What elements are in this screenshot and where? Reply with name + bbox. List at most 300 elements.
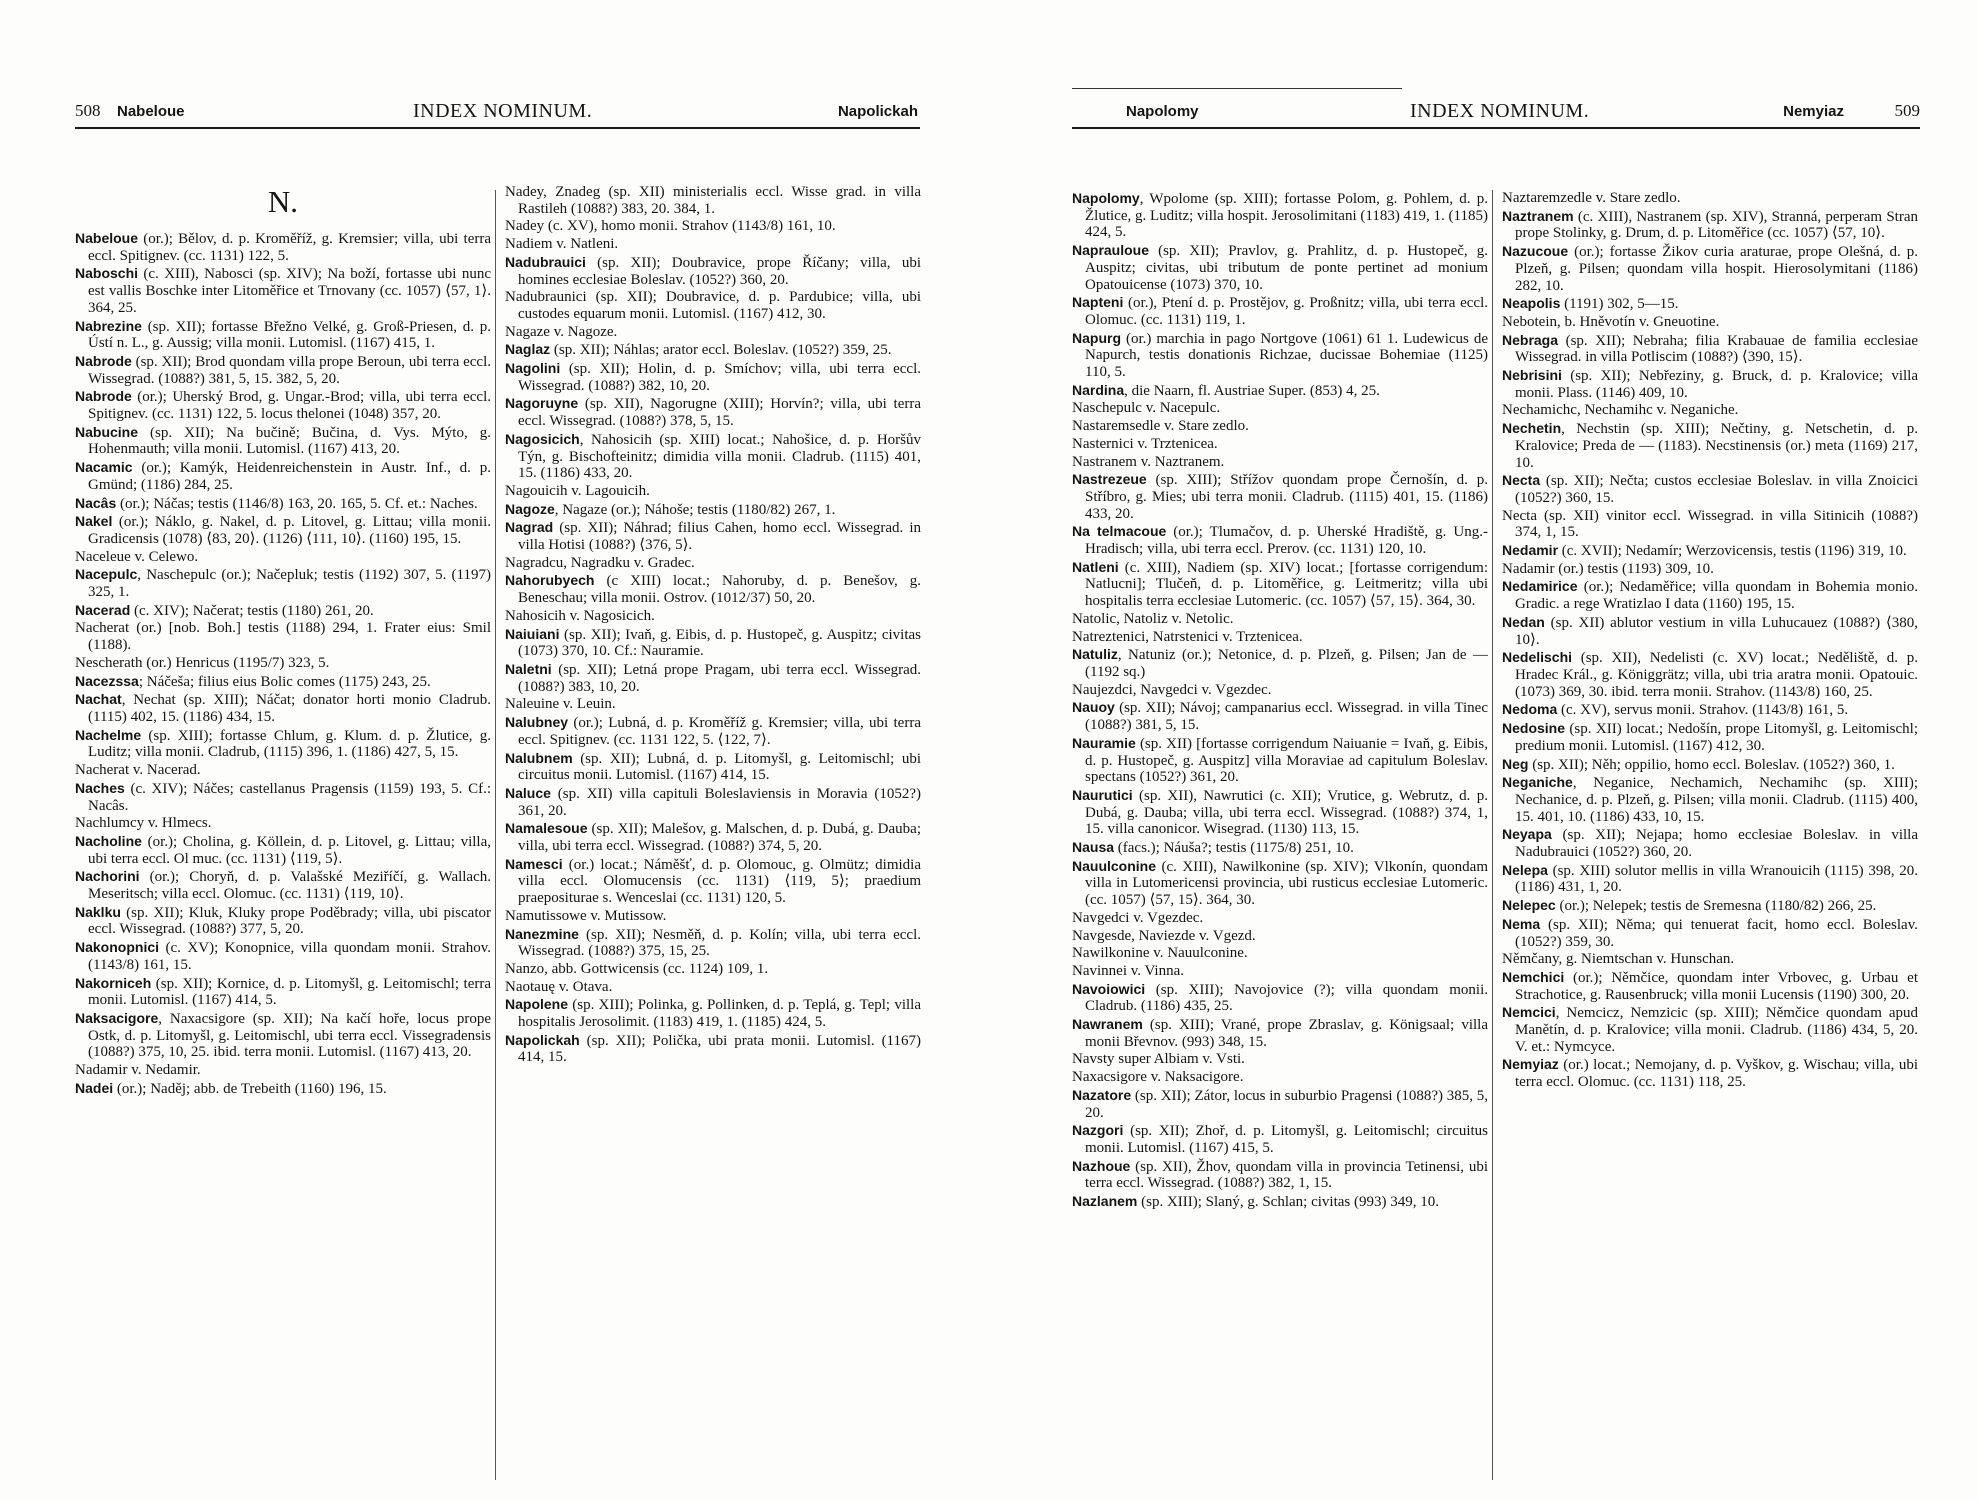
index-entry [1072, 945, 1488, 962]
index-entry [505, 555, 921, 572]
entry-headword: Neg [1502, 755, 1529, 772]
index-entry [505, 501, 921, 519]
entry-headword: Naches [75, 779, 125, 796]
index-entry [1502, 969, 1918, 1003]
index-entry [505, 608, 921, 625]
entry-text: (sp. XII); Polička, ubi prata monii. Lutomisl. (1167) 414, 15. [518, 1032, 921, 1066]
header-title: INDEX NOMINUM. [1410, 100, 1590, 122]
entry-headword: Neapolis [1502, 295, 1561, 312]
entry-text: (sp. XIII); Polinka, g. Pollinken, d. p. Teplá, g. Tepl; villa hospitalis Jerosolimit. (1183) 419, 1. (1185) 424, 5. [518, 997, 921, 1031]
index-entry [505, 341, 921, 359]
entry-headword: Naglaz [505, 341, 551, 358]
entry-headword: Nedan [1502, 613, 1545, 630]
index-entry [1072, 242, 1488, 293]
page-number: 509 [1894, 101, 1920, 120]
entry-text: (sp. XII); Náhlas; arator eccl. Boleslav. (1052?) 359, 25. [550, 342, 892, 359]
index-entry [1072, 400, 1488, 417]
entry-text: (or.) marchia in pago Nortgove (1061) 61 1. Ludewicus de Napurch, testis donationis Richzae, ducissae Bohemiae (1125) 110, 5. [1085, 330, 1488, 381]
index-entry [1072, 981, 1488, 1015]
entry-headword: Nemchici [1502, 968, 1565, 985]
entry-headword: Nelepec [1502, 897, 1556, 914]
entry-headword: Napurg [1072, 329, 1121, 346]
entry-text: (sp. XII); Ivaň, g. Eibis, d. p. Hustopeč, g. Auspitz; civitas (1073) 370, 10. Cf.: Nauramie. [518, 626, 921, 660]
index-entry [1502, 508, 1918, 541]
entry-headword: Nachelme [75, 726, 142, 743]
entry-text: (1191) 302, 5—15. [1560, 296, 1679, 313]
entry-headword: Nakonopnici [75, 939, 160, 956]
entry-text: (or.); Lubná, d. p. Kroměříž g. Kremsier; villa, ubi terra eccl. Spitignev. (cc. 1131 122, 5. ⟨122, 7⟩. [518, 715, 921, 748]
entry-text: Nadiem v. Natleni. [505, 236, 619, 253]
entry-text: (sp. XIII); Navojovice (?); villa quondam monii. Cladrub. (1186) 435, 25. [1085, 981, 1488, 1015]
entry-headword: Nedoma [1502, 701, 1558, 718]
entry-text: (sp. XII); Nejapa; homo ecclesiae Boleslav. in villa Nadubrauici (1052?) 360, 20. [1515, 827, 1918, 861]
entry-text: Naztaremzedle v. Stare zedlo. [1502, 190, 1681, 206]
entry-headword: Naluce [505, 784, 551, 801]
entry-text: (or.); Němčice, quondam inter Vrbovec, g. Urbau et Strachotice, g. Rausenbruck; villa monii Lucensis (1190) 300, 20. [1515, 969, 1918, 1003]
entry-text: , Nahosicih (sp. XIII) locat.; Nahošice, d. p. Horšův Týn, g. Bischofteinitz; dimidia villa monii. Cladrub. (1115) 401, 15. (1186) 433, 20. [518, 431, 921, 482]
entry-headword: Nakorniceh [75, 974, 152, 991]
index-entry [1072, 382, 1488, 400]
index-entry [1072, 1087, 1488, 1121]
index-entry [1502, 614, 1918, 648]
index-entry [1502, 367, 1918, 401]
entry-text: (or.); Tlumačov, d. p. Uherské Hradiště, g. Ung.-Hradisch; villa, ubi terra eccl. Prerov. (cc. 1131) 120, 10. [1085, 524, 1488, 558]
entry-headword: Nastrezeue [1072, 471, 1147, 488]
index-entry [1072, 735, 1488, 786]
entry-headword: Nakel [75, 513, 113, 530]
entry-text: Nastranem v. Naztranem. [1072, 453, 1225, 470]
index-entry [505, 254, 921, 288]
entry-text: (c. XV); Konopnice, villa quondam monii. Strahov. (1143/8) 161, 15. [88, 940, 491, 973]
entry-text: Nebotein, b. Hněvotín v. Gneuotine. [1502, 313, 1720, 330]
entry-text: (sp. XII); Nečta; custos ecclesiae Boleslav. in villa Znoicici (1052?) 360, 15. [1515, 473, 1918, 506]
entry-text: Nagradcu, Nagradku v. Gradec. [505, 554, 695, 571]
entry-text: (or.), Ptení d. p. Prostějov, g. Proßnitz; villa, ubi terra eccl. Olomuc. (cc. 1131) 119, 1. [1085, 295, 1488, 328]
index-entry [1072, 682, 1488, 699]
entry-text: (sp. XII); Doubravice, prope Říčany; villa, ubi homines ecclesiae Boleslav. (1052?) 360, 20. [518, 254, 921, 288]
index-entry [1072, 1069, 1488, 1086]
entry-text: , die Naarn, fl. Austriae Super. (853) 4, 25. [1124, 382, 1380, 399]
header-left-keyword: Napolomy [1126, 103, 1199, 120]
entry-text: (or.) locat.; Nemojany, d. p. Vyškov, g. Wischau; villa, ubi terra eccl. Olomuc. (cc. 1131) 118, 25. [1515, 1057, 1918, 1091]
index-entry [75, 459, 491, 493]
entry-headword: Nagosicich [505, 430, 580, 447]
entry-text: Natolic, Natoliz v. Netolic. [1072, 610, 1234, 627]
page-header [1072, 98, 1920, 124]
index-entry [75, 673, 491, 691]
entry-text: Nadey, Znadeg (sp. XII) ministerialis eccl. Wisse grad. in villa Rastileh (1088?) 383, 20. 384, 1. [505, 184, 921, 217]
entry-text: (or.); Uherský Brod, g. Ungar.-Brod; villa, ubi terra eccl. Spitignev. (cc. 1131) 122, 5. locus thelonei (1048) 357, 20. [88, 389, 491, 423]
entry-headword: Nardina [1072, 381, 1125, 398]
entry-text: , Wpolome (sp. XIII); fortasse Polom, g. Pohlem, d. p. Žlutice, g. Luditz; villa hospit. Jerosolimitani (1183) 419, 1. (1185) 424, 5. [1085, 191, 1488, 241]
entry-text: Nadubraunici (sp. XII); Doubravice, d. p. Pardubice; villa, ubi custodes equarum monii. Lutomisl. (1167) 412, 30. [505, 289, 921, 322]
header-left-keyword: Nabeloue [117, 103, 185, 120]
entry-text: Navgesde, Naviezde v. Vgezd. [1072, 927, 1256, 944]
index-entry [75, 549, 491, 566]
entry-text: (sp. XII); Návoj; campanarius eccl. Wissegrad. in villa Tinec (1088?) 381, 5, 15. [1085, 700, 1488, 734]
entry-headword: Namalesoue [505, 820, 588, 837]
entry-text: Nawilkonine v. Nauulconine. [1072, 945, 1248, 962]
index-entry [505, 820, 921, 854]
entry-headword: Naklku [75, 903, 121, 920]
column-divider [495, 190, 496, 1480]
entry-headword: Namesci [505, 855, 563, 872]
entry-headword: Nemcici [1502, 1004, 1556, 1021]
entry-text: (sp. XIII); Slaný, g. Schlan; civitas (993) 349, 10. [1137, 1194, 1439, 1211]
index-entry [505, 750, 921, 784]
entry-text: (c. XIII), Nawilkonine (sp. XIV); Vlkonín, quondam villa in Lutomericensi provincia, ubi rusticus ecclesiae Lutomeric. (cc. 1057) ⟨57, 15⟩. 364, 30. [1085, 858, 1488, 909]
entry-text: Nadamir v. Nedamir. [75, 1062, 201, 1079]
index-entry [1502, 314, 1918, 331]
entry-headword: Napteni [1072, 294, 1124, 311]
entry-text: Naceleue v. Celewo. [75, 548, 199, 565]
index-entry [505, 218, 921, 235]
entry-text: , Nemcicz, Nemzicic (sp. XIII); Němčice quondam apud Manětín, d. p. Kralovice; villa monii. Cladrub. (1186) 434, 5, 20. V. et.: Nymcyce. [1515, 1005, 1918, 1055]
entry-text: Němčany, g. Niemtschan v. Hunschan. [1502, 951, 1735, 968]
index-entry [505, 979, 921, 996]
entry-headword: Nagoruyne [505, 395, 579, 412]
entry-text: (or.); Náklo, g. Nakel, d. p. Litovel, g. Littau; villa monii. Gradicensis (1078) ⟨83, 20⟩. (1126) ⟨111, 10⟩. (1160) 195, 15. [88, 514, 491, 547]
index-entry [505, 996, 921, 1030]
index-entry [75, 1010, 491, 1061]
index-entry [505, 785, 921, 819]
entry-text: (sp. XII); Brod quondam villa prope Beroun, ubi terra eccl. Wissegrad. (1088?) 381, 5, 15. 382, 5, 20. [88, 353, 491, 387]
index-entry [1502, 1056, 1918, 1090]
index-entry [1072, 611, 1488, 628]
entry-text: (or.); Kamýk, Heidenreichenstein in Austr. Inf., d. p. Gmünd; (1186) 284, 25. [88, 460, 491, 493]
entry-text: (sp. XIII); Vrané, prope Zbraslav, g. Königsaal; villa monii Břevnov. (993) 348, 15. [1085, 1017, 1488, 1050]
index-entry [1502, 774, 1918, 825]
index-entry [505, 184, 921, 217]
entry-headword: Nawranem [1072, 1016, 1143, 1033]
index-entry [75, 780, 491, 814]
entry-text: Navinnei v. Vinna. [1072, 962, 1184, 979]
header-right-keyword: Nemyiaz [1783, 103, 1844, 120]
index-entry [505, 714, 921, 748]
index-entry [1072, 787, 1488, 838]
entry-text: , Naxacsigore (sp. XII); Na kačí hoře, locus prope Ostk, d. p. Litomyšl, g. Leitomischl, ubi terra eccl. Vissegradensis (1088?) 375, 10, 25. ibid. terra monii. Lutomisl. (1167) 413, 20. [88, 1010, 491, 1061]
index-entry [75, 1080, 491, 1098]
index-entry [1072, 1016, 1488, 1050]
index-entry [505, 360, 921, 394]
index-entry [75, 833, 491, 867]
entry-headword: Nebrisini [1502, 367, 1562, 384]
entry-headword: Nabrode [75, 352, 132, 369]
entry-text: (or.); Bělov, d. p. Kroměříž, g. Kremsier; villa, ubi terra eccl. Spitignev. (cc. 1131) 122, 5. [88, 231, 491, 264]
entry-text: , Nagaze (or.); Náhoše; testis (1180/82) 267, 1. [554, 501, 836, 518]
entry-headword: Napolickah [505, 1031, 580, 1048]
entry-headword: Natleni [1072, 558, 1119, 575]
entry-text: (c. XIV); Náčes; castellanus Pragensis (1159) 193, 5. Cf.: Nacâs. [88, 780, 491, 814]
index-entry [505, 519, 921, 553]
entry-text: Navgedci v. Vgezdec. [1072, 909, 1204, 926]
entry-headword: Naztranem [1502, 207, 1574, 224]
entry-text: (sp. XIII); Střížov quondam prope Černošín, d. p. Stříbro, g. Mies; ubi terra monii. Cladrub. (1115) 401, 15. (1186) 433, 20. [1085, 472, 1488, 522]
index-entry [75, 424, 491, 458]
index-entry [1502, 578, 1918, 612]
entry-text: Naleuine v. Leuin. [505, 696, 616, 713]
entry-headword: Nauramie [1072, 734, 1136, 751]
entry-text: (sp. XII); Lubná, d. p. Litomyšl, g. Leitomischl; ubi circuitus monii. Lutomisl. (1167) 414, 15. [518, 750, 921, 784]
index-entry [1072, 1193, 1488, 1211]
entry-text: (sp. XII); Nesměň, d. p. Kolín; villa, ubi terra eccl. Wissegrad. (1088?) 375, 15, 25. [518, 926, 921, 960]
entry-text: , Neganice, Nechamich, Nechamihc (sp. XIII); Nechanice, d. p. Plzeň, g. Pilsen; villa monii. Cladrub. (1115) 400, 15. 401, 10. (1186) 433, 10, 15. [1515, 775, 1918, 825]
index-entry [1072, 699, 1488, 733]
index-entry [1072, 1158, 1488, 1192]
entry-text: (sp. XII); Němа; qui tenuerat facit, homo eccl. Boleslav. (1052?) 359, 30. [1515, 916, 1918, 950]
entry-text: Nanzo, abb. Gottwicensis (cc. 1124) 109, 1. [505, 960, 769, 977]
index-entry [505, 856, 921, 907]
entry-text: Nasternici v. Trztenicea. [1072, 435, 1218, 452]
entry-text: (sp. XII); Kluk, Kluky prope Poděbrady; villa, ubi piscator eccl. Wissegrad. (1088?) 377, 5, 20. [88, 904, 491, 938]
entry-text: (sp. XIII) solutor mellis in villa Wranouicih (1115) 398, 20. (1186) 431, 1, 20. [1515, 862, 1918, 896]
entry-text: ; Náčeša; filius eius Bolic comes (1175) 243, 25. [138, 673, 431, 690]
index-entry [75, 655, 491, 672]
entry-text: , Natuniz (or.); Netonice, d. p. Plzeň, g. Pilsen; Jan de — (1192 sq.) [1085, 647, 1488, 680]
index-entry [75, 230, 491, 264]
index-entry [1072, 629, 1488, 646]
entry-headword: Neyapa [1502, 826, 1552, 843]
entry-headword: Nadei [75, 1079, 114, 1096]
index-entry [1072, 330, 1488, 381]
index-entry [75, 513, 491, 547]
column-right [505, 184, 921, 1474]
left-page [75, 0, 920, 1500]
entry-headword: Nausa [1072, 839, 1115, 856]
entry-text: (sp. XII), Žhov, quondam villa in provincia Tetinensi, ubi terra eccl. Wissegrad. (1088?) 382, 1, 15. [1085, 1158, 1488, 1192]
entry-text: Nadamir (or.) testis (1193) 309, 10. [1502, 560, 1714, 577]
header-rule [1072, 127, 1920, 129]
entry-headword: Nauulconine [1072, 857, 1157, 874]
entry-text: Navsty super Albiam v. Vsti. [1072, 1051, 1245, 1068]
entry-text: Naschepulc v. Nacepulc. [1072, 400, 1221, 417]
entry-text: (or.); Nelepek; testis de Sremesna (1180/82) 266, 25. [1555, 898, 1877, 915]
entry-headword: Naiuiani [505, 625, 560, 642]
page-number: 508 [75, 101, 101, 120]
entry-text: (sp. XII); Letná prope Pragam, ubi terra eccl. Wissegrad. (1088?) 383, 10, 20. [518, 661, 921, 695]
entry-text: (or.); Cholina, g. Köllein, d. p. Litovel, g. Littau; villa, ubi terra eccl. Ol muc. (cc. 1131) ⟨119, 5⟩. [88, 833, 491, 867]
index-entry [75, 904, 491, 938]
index-entry [1072, 436, 1488, 453]
right-page [1072, 0, 1920, 1500]
index-entry [505, 236, 921, 253]
entry-headword: Nelepa [1502, 861, 1548, 878]
entry-text: (sp. XII) locat.; Nedošín, prope Litomyšl, g. Leitomischl; predium monii. Lutomisl. (1167) 412, 30. [1515, 721, 1918, 754]
entry-headword: Naurutici [1072, 786, 1133, 803]
index-entry [505, 961, 921, 978]
column-right [1502, 190, 1918, 1480]
entry-text: (c. XV), servus monii. Strahov. (1143/8) 161, 5. [1557, 702, 1849, 719]
index-entry [1502, 402, 1918, 419]
entry-headword: Naprauloue [1072, 242, 1150, 259]
index-entry [1502, 472, 1918, 506]
entry-text: Naxacsigore v. Naksacigore. [1072, 1069, 1244, 1086]
index-entry [75, 353, 491, 387]
entry-text: (c. XVII); Nedamír; Werzovicensis, testis (1196) 319, 10. [1558, 543, 1907, 560]
entry-text: Nechamichc, Nechamihc v. Neganiche. [1502, 402, 1739, 419]
entry-text: (sp. XII); fortasse Břežno Velké, g. Groß-Priesen, d. p. Ústí n. L., g. Aussig; villa monii. Lutomisl. (1167) 415, 1. [88, 318, 491, 352]
entry-text: , Naschepulc (or.); Načepluk; testis (1192) 307, 5. (1197) 325, 1. [88, 567, 491, 601]
column-left [75, 184, 491, 1474]
entry-headword: Nechetin [1502, 420, 1562, 437]
entry-text: (or.); Naděj; abb. de Trebeith (1160) 196, 15. [113, 1080, 387, 1097]
entry-text: (c. XIV); Načerat; testis (1180) 261, 20. [130, 602, 374, 619]
section-letter: N. [267, 184, 299, 219]
page-header [75, 98, 920, 124]
index-entry [505, 661, 921, 695]
entry-headword: Necta [1502, 472, 1541, 489]
index-entry [1502, 649, 1918, 700]
entry-headword: Naboschi [75, 265, 139, 282]
index-entry [505, 626, 921, 660]
index-entry [75, 975, 491, 1009]
entry-text: (sp. XII); Kornice, d. p. Litomyšl, g. Leitomischl; terra monii. Lutomisl. (1167) 414, 5. [88, 975, 491, 1009]
header-right-keyword: Napolickah [837, 103, 918, 120]
entry-text: (facs.); Náuša?; testis (1175/8) 251, 10. [1114, 840, 1354, 857]
index-entry [1072, 910, 1488, 927]
index-entry [1072, 963, 1488, 980]
index-entry [1072, 839, 1488, 857]
entry-text: (sp. XII), Nawrutici (c. XII); Vrutice, g. Webrutz, d. p. Dubá, g. Dauba; villa, ubi terra eccl. Wissegrad. (1088?) 374, 1, 15. villa canonicor. Wisegrad. (1130) 113, 15. [1085, 787, 1488, 838]
entry-text: (sp. XII); Nebraha; filia Krabauae de familia ecclesiae Wissegrad. in villa Potliscim (1088?) ⟨390, 15⟩. [1515, 332, 1918, 366]
entry-headword: Nazucoue [1502, 243, 1569, 260]
entry-headword: Navoiowici [1072, 980, 1146, 997]
entry-headword: Nabeloue [75, 230, 139, 246]
index-entry [75, 691, 491, 725]
entry-headword: Napolene [505, 996, 569, 1013]
entry-headword: Nedosine [1502, 720, 1566, 737]
entry-headword: Natuliz [1072, 646, 1118, 663]
index-entry [1502, 561, 1918, 578]
entry-text: (sp. XII); Na bučině; Bučina, d. Vys. Mýto, g. Hohenmauth; villa monii. Lutomisl. (1167) 413, 20. [88, 424, 491, 458]
index-entry [1502, 897, 1918, 915]
entry-headword: Nachorini [75, 868, 140, 885]
entry-text: (c. XIII), Nadiem (sp. XIV) locat.; [fortasse corrigendum: Natlucni]; Tlučeň, d. p. Litoměřice, g. Leitmeritz; villa ubi hospitalis terra ecclesiae Lutomeric. (cc. 1057) ⟨57, 15⟩. 364, 30. [1085, 559, 1488, 610]
header-rule [75, 127, 920, 129]
entry-text: , Nechat (sp. XIII); Náčat; donator horti monio Cladrub. (1115) 402, 15. (1186) 434, 15. [88, 692, 491, 725]
index-entry [1072, 559, 1488, 610]
entry-text: (sp. XII) ablutor vestium in villa Luhucauez (1088?) ⟨380, 10⟩. [1515, 614, 1918, 648]
entry-text: Naotauę v. Otava. [505, 978, 613, 995]
entry-headword: Nebraga [1502, 331, 1559, 348]
entry-text: Natreztenici, Natrstenici v. Trztenicea. [1072, 628, 1303, 645]
entry-headword: Nalubney [505, 714, 569, 731]
entry-text: Nachlumcy v. Hlmecs. [75, 815, 212, 832]
index-entry [75, 762, 491, 779]
entry-text: Necta (sp. XII) vinitor eccl. Wissegrad. in villa Sitinicih (1088?) 374, 1, 15. [1502, 507, 1918, 541]
entry-headword: Nauoy [1072, 699, 1115, 716]
index-entry [1072, 418, 1488, 435]
entry-headword: Nabrode [75, 388, 132, 405]
entry-headword: Nagolini [505, 360, 561, 377]
index-entry [1502, 916, 1918, 950]
entry-text: Nacherat v. Nacerad. [75, 762, 201, 779]
index-entry [505, 483, 921, 500]
index-entry [1502, 826, 1918, 860]
entry-text: (or.); Náčas; testis (1146/8) 163, 20. 165, 5. Cf. et.: Naches. [116, 495, 478, 512]
index-entry [75, 620, 491, 653]
entry-text: Nastaremsedle v. Stare zedlo. [1072, 418, 1249, 435]
entry-headword: Napolomy [1072, 190, 1140, 206]
index-entry [1502, 720, 1918, 754]
index-entry [1502, 243, 1918, 294]
entry-headword: Nedelischi [1502, 649, 1573, 666]
index-entry [1072, 1051, 1488, 1068]
entry-headword: Nacezssa [75, 672, 139, 689]
entry-text: Nescherath (or.) Henricus (1195/7) 323, 5. [75, 654, 330, 671]
entry-headword: Nabrezine [75, 317, 142, 334]
entry-text: (sp. XII); Zátor, locus in suburbio Pragensi (1088?) 385, 5, 20. [1085, 1087, 1488, 1121]
entry-text: , Nechstin (sp. XIII); Nečtiny, g. Netschetin, d. p. Kralovice; Preda de — (1183). Necstinensis (or.) meta (1169) 217, 10. [1515, 421, 1918, 471]
entry-text: (sp. XII); Něh; oppilio, homo eccl. Boleslav. (1052?) 360, 1. [1528, 756, 1895, 773]
index-entry [505, 395, 921, 429]
entry-headword: Nagoze [505, 500, 555, 517]
index-entry [1072, 471, 1488, 522]
entry-headword: Nazlanem [1072, 1193, 1138, 1210]
index-entry [1072, 523, 1488, 557]
index-entry [75, 318, 491, 352]
index-entry [1072, 1122, 1488, 1156]
entry-headword: Nachat [75, 691, 122, 708]
index-entry [505, 431, 921, 482]
entry-headword: Nacamic [75, 459, 133, 476]
entry-headword: Naksacigore [75, 1009, 159, 1026]
entry-headword: Nacholine [75, 832, 142, 849]
index-entry [75, 566, 491, 600]
index-entry [1502, 190, 1918, 207]
index-entry [75, 868, 491, 902]
entry-text: (c XIII) locat.; Nahoruby, d. p. Benešov, g. Beneschau; villa monii. Ostrov. (1012/37) 50, 20. [518, 573, 921, 607]
index-entry [75, 815, 491, 832]
index-entry [1502, 756, 1918, 774]
entry-text: (c. XIII), Nabosci (sp. XIV); Na boží, fortasse ubi nunc est vallis Boschke inter Litoměřice et Trnovany (cc. 1057) ⟨57, 1⟩. 364, 25. [88, 266, 491, 316]
index-entry [1502, 951, 1918, 968]
entry-headword: Nazatore [1072, 1086, 1132, 1103]
entry-text: Nadey (c. XV), homo monii. Strahov (1143/8) 161, 10. [505, 218, 836, 235]
index-entry [1502, 701, 1918, 719]
index-entry [1072, 190, 1488, 241]
index-entry [75, 602, 491, 620]
entry-text: (sp. XII); Malešov, g. Malschen, d. p. Dubá, g. Dauba; villa, ubi terra eccl. Wissegrad. (1088?) 374, 5, 20. [518, 821, 921, 855]
index-entry [75, 1062, 491, 1079]
header-title: INDEX NOMINUM. [413, 100, 593, 122]
entry-text: (sp. XII); Pravlov, g. Prahlitz, d. p. Hustopeč, g. Auspitz; civitas, ubi tributum de ponte pertinet ad monium Opatouicense (1073) 370, 10. [1085, 243, 1488, 293]
index-entry [1072, 646, 1488, 680]
entry-headword: Nacerad [75, 601, 131, 618]
entry-headword: Na telmacoue [1072, 523, 1167, 540]
entry-headword: Nedamir [1502, 542, 1559, 559]
index-entry [505, 572, 921, 606]
entry-headword: Nazhoue [1072, 1157, 1131, 1174]
index-entry [75, 939, 491, 973]
entry-text: (sp. XII) [fortasse corrigendum Naiuanie = Ivaň, g. Eibis, d. p. Hustopeč, g. Auspitz] villa Moraviae ad capitulum Boleslav. spectans (1052?) 361, 20. [1085, 735, 1488, 786]
index-entry [75, 265, 491, 316]
entry-headword: Nalubnem [505, 749, 573, 766]
entry-text: (sp. XII); Holin, d. p. Smíchov; villa, ubi terra eccl. Wissegrad. (1088?) 382, 10, 20. [518, 361, 921, 394]
index-entry [75, 495, 491, 513]
entry-text: (sp. XIII); fortasse Chlum, g. Klum. d. p. Žlutice, g. Luditz; villa monii. Cladrub, (1115) 396, 1. (1186) 427, 5, 15. [88, 727, 491, 761]
index-entry [75, 727, 491, 761]
column-left [1072, 190, 1488, 1480]
entry-text: (sp. XII); Náhrad; filius Cahen, homo eccl. Wissegrad. in villa Hotisi (1088?) ⟨376, 5⟩. [518, 520, 921, 554]
entry-text: (c. XIII), Nastranem (sp. XIV), Stranná, perperam Stran prope Stolinky, g. Drum, d. p. Litoměřice (cc. 1057) ⟨57, 10⟩. [1515, 208, 1918, 242]
entry-headword: Nabucine [75, 423, 139, 440]
index-entry [1072, 858, 1488, 909]
entry-headword: Nanezmine [505, 925, 579, 942]
index-entry [1072, 294, 1488, 328]
entry-headword: Nacepulc [75, 566, 138, 583]
entry-text: Nacherat (or.) [nob. Boh.] testis (1188) 294, 1. Frater eius: Smil (1188). [75, 620, 491, 654]
